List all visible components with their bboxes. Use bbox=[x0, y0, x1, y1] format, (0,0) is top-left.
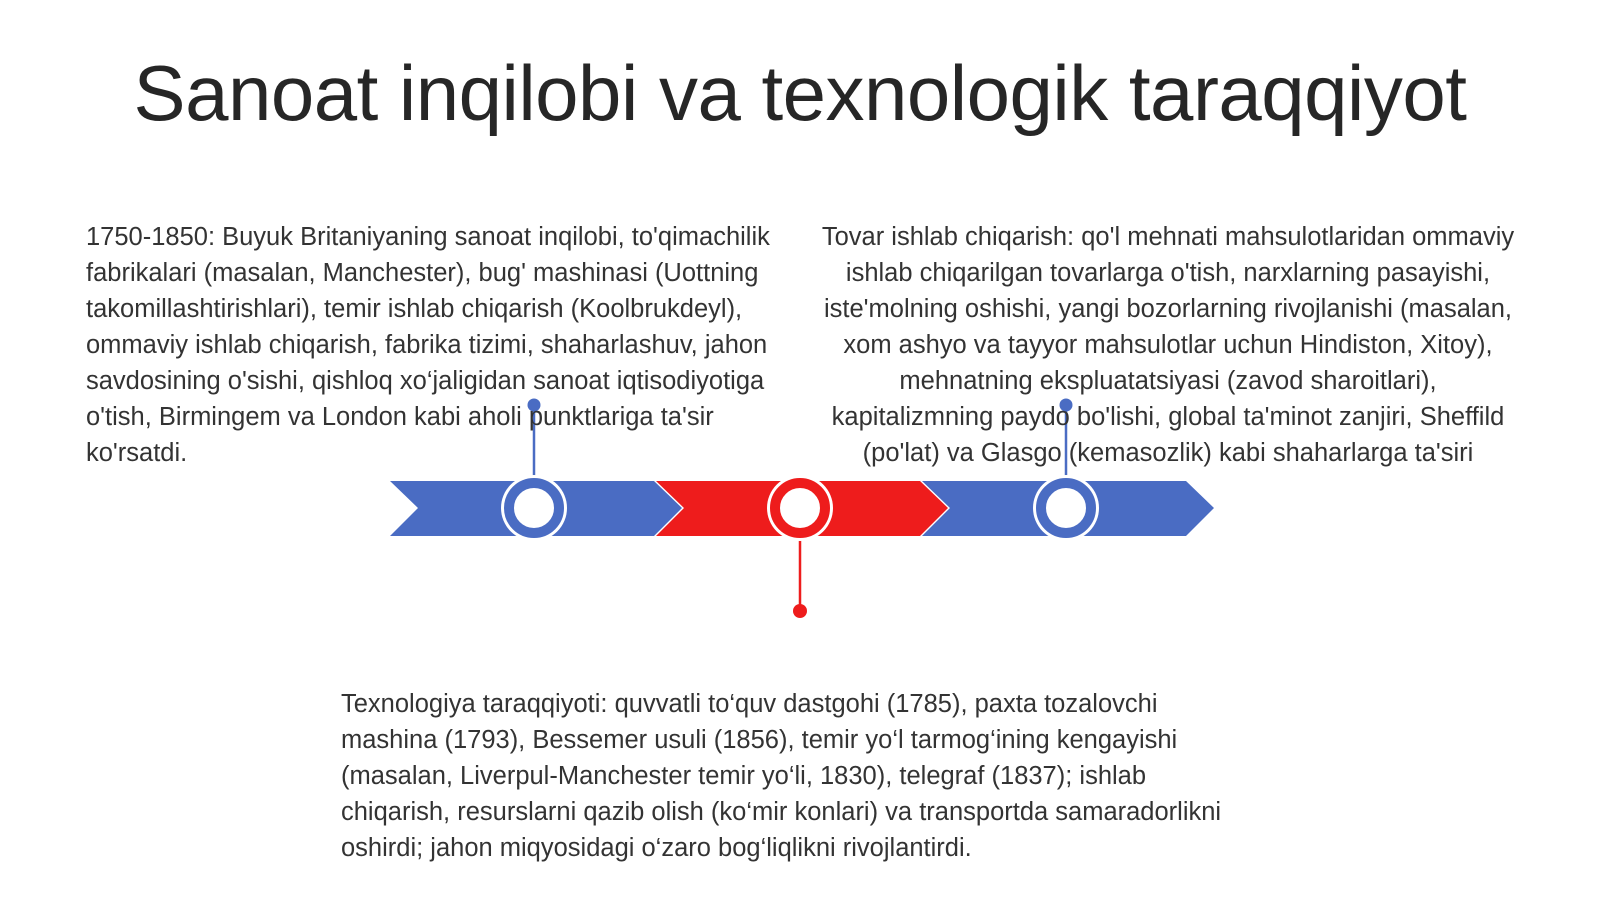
milestone-text-technology: Texnologiya taraqqiyoti: quvvatli to‘quv dastgohi (1785), paxta tozalovchi mashina (1793), Bessemer usuli (1856), temir yo‘l tarmog‘ining kengayishi (masalan, Liverpul-Manchester temir yo‘li, 1830), telegraf (1837); ishlab chiqarish, resurslarni qazib olish (ko‘mir konlari) va transportda samaradorlikni oshirdi; jahon miqyosidagi o‘zaro bog‘liqlikni rivojlantirdi. bbox=[341, 690, 1222, 862]
slide-title: Sanoat inqilobi va texnologik taraqqiyot bbox=[133, 49, 1467, 137]
milestone-text-goods: Tovar ishlab chiqarish: qo'l mehnati mahsulotlaridan ommaviy ishlab chiqarilgan tovarlarga o'tish, narxlarning pasayishi, iste'molning oshishi, yangi bozorlarning rivojlanishi (masalan, xom ashyo va tayyor mahsulotlar uchun Hindiston, Xitoy), mehnatning ekspluatatsiyasi (zavod sharoitlari), kapitalizmning paydo bo'lishi, global ta'minot zanjiri, Sheffild (po'lat) va Glasgo (kemasozlik) kabi shaharlarga ta'siri bbox=[821, 223, 1515, 467]
timeline-connector-dot-2 bbox=[793, 604, 807, 618]
timeline-marker-ring-2 bbox=[775, 483, 825, 533]
timeline-marker-ring-3 bbox=[1041, 483, 1091, 533]
timeline-marker-ring-1 bbox=[509, 483, 559, 533]
milestone-text-britain: 1750-1850: Buyuk Britaniyaning sanoat inqilobi, to'qimachilik fabrikalari (masalan, Manchester), bug' mashinasi (Uottning takomillashtirishlari), temir ishlab chiqarish (Koolbrukdeyl), ommaviy ishlab chiqarish, fabrika tizimi, shaharlashuv, jahon savdosining o'sishi, qishloq xo‘jaligidan sanoat iqtisodiyotiga o'tish, Birmingem va London kabi aholi punktlariga ta'sir ko'rsatdi. bbox=[86, 223, 770, 467]
